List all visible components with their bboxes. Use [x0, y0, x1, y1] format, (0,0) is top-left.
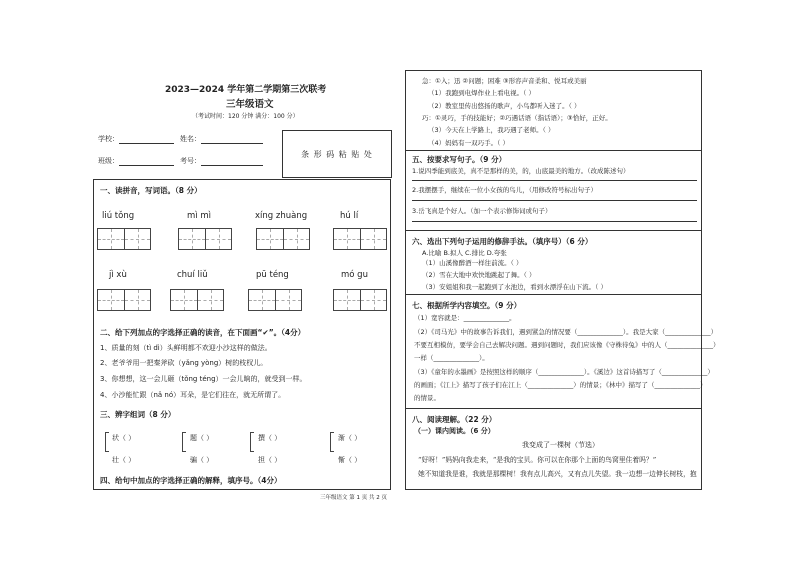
s3-word-4a: 渐（ ） [338, 434, 362, 442]
s3-word-3b: 担（ ） [258, 456, 282, 464]
name-field[interactable] [180, 134, 263, 144]
answer-grid-5[interactable] [97, 289, 151, 311]
s2-item-4: 4、小沙能忙跟（nǎ nó）耳朵，是它们往在，就无所谓了。 [100, 391, 286, 399]
name-label: 姓名： [180, 135, 201, 143]
barcode-box [282, 130, 392, 178]
exam-subtitle: 三年级语文 [226, 99, 274, 110]
s7-item-3: 不要互相模仿，要学会自己去解决问题。遇到问题时，我们应该像《守株待兔》中的人（______________） [414, 341, 720, 349]
answer-grid-3[interactable] [256, 228, 310, 250]
class-field[interactable] [98, 156, 174, 166]
s5-answer-line-2[interactable] [412, 200, 697, 201]
section-3-header: 三、辨字组词（8 分） [100, 410, 176, 419]
pinyin-4: hú lí [340, 211, 359, 221]
rt-item-1: （1）我跑到电焊作业上看电视。（ ） [428, 89, 535, 97]
section-5-header: 五、按要求写句子。（9 分） [412, 155, 507, 164]
section-8-header: 八、阅读理解。（22 分） [412, 415, 497, 424]
pinyin-6: chuí liǔ [177, 270, 208, 280]
s7-item-6: 的画面；《江上》描写了孩子们在江上（______________）的情景；《林中》描写了（______________） [414, 381, 707, 389]
answer-grid-1[interactable] [97, 228, 151, 250]
pinyin-5: jì xù [109, 270, 127, 280]
rt-divider-2 [405, 230, 702, 231]
rt-meanings-2: 巧：①灵巧，手的技能好；②巧遇话语（指话语）；③恰好，正好。 [422, 114, 612, 122]
s5-item-1: 1.说四季能到底美，真不是那样的美，的，山底最美的地方。（改成陈述句） [412, 167, 630, 175]
passage-title: 我变成了一棵树（节选） [522, 441, 599, 449]
section-4-header: 四、给句中加点的字选择正确的解释，填序号。（4分） [100, 476, 282, 485]
answer-grid-8[interactable] [333, 289, 387, 311]
school-field[interactable] [98, 134, 174, 144]
rt-item-2: （2）教室里传出悠扬的歌声，小鸟都听入迷了。（ ） [428, 102, 581, 110]
rt-divider-3 [405, 294, 702, 295]
barcode-label: 条 形 码 粘 贴 处 [301, 150, 373, 159]
section-6-header: 六、选出下列句子运用的修辞手法。（填序号）（6 分） [412, 237, 593, 246]
passage-line-1: “好呀！”妈妈向我走来，“是我的宝贝。你可以在你那个上面的鸟窝里住着吗？” [418, 456, 657, 464]
s2-item-1: 1、质量的刻（tì dì）头鲜明都不欢迎小沙这样的做法。 [100, 344, 272, 352]
s3-word-4b: 惭（ ） [338, 456, 362, 464]
rt-item-3: （3）今天在上学路上，我巧遇了老师。（ ） [428, 126, 555, 134]
pinyin-2: mì mì [187, 211, 211, 221]
s2-item-2: 2、老爷爷用一把秦斧砍（yǎng yòng）树的枝杈儿。 [100, 359, 268, 367]
number-field[interactable] [180, 156, 263, 166]
exam-info: （考试时间：120 分钟 满分：100 分） [192, 113, 299, 120]
rt-item-4: （4）妈妈有一双巧手。（ ） [428, 139, 509, 147]
pinyin-1: liú tǒng [102, 211, 135, 221]
section-1-header: 一、读拼音，写词语。（8 分） [100, 186, 202, 195]
brace-3 [250, 432, 254, 452]
school-label: 学校： [98, 135, 119, 143]
answer-grid-4[interactable] [333, 228, 387, 250]
answer-grid-7[interactable] [248, 289, 302, 311]
number-label: 考号： [180, 157, 201, 165]
s6-item-3: （3）安姐姐和我一起跑到了水池边，看到水漂浮在山下流。（ ） [422, 283, 607, 291]
section-2-header: 二、给下列加点的字选择正确的读音，在下面画“✔”。（4分） [100, 328, 306, 337]
s3-word-1b: 壮（ ） [112, 456, 136, 464]
class-label: 班级： [98, 157, 119, 165]
pinyin-7: pū téng [256, 270, 289, 280]
pinyin-8: mó gu [341, 270, 368, 280]
section-7-header: 七、根据所学内容填空。（9 分） [412, 301, 522, 310]
s3-word-2b: 骗（ ） [190, 456, 214, 464]
s7-item-4: 一样（______________）。 [414, 354, 489, 362]
s3-word-1a: 状（ ） [112, 434, 136, 442]
brace-2 [182, 432, 186, 452]
page-footer: 三年级语文 第 1 页 共 2 页 [320, 495, 387, 501]
s5-item-3: 3.岳飞真是个好人。（加一个表示修饰词或句子） [412, 207, 552, 215]
brace-4 [330, 432, 334, 452]
s7-item-1: （1）宽容就是：______________。 [414, 314, 516, 322]
answer-grid-2[interactable] [178, 228, 232, 250]
s5-answer-line-3[interactable] [412, 221, 697, 222]
s6-item-1: （1）山溪像醉酒一样往前流。（ ） [422, 259, 523, 267]
s5-answer-line-1[interactable] [412, 180, 697, 181]
s8-subheader: （一）课内阅读。（6 分） [414, 427, 495, 435]
s7-item-5: （3）《童年的水墨画》是按照这样的顺序（______________）。《溪边》这首诗描写了（______________） [414, 368, 714, 376]
rt-divider-4 [405, 408, 702, 409]
s7-item-7: 的情景。 [414, 394, 440, 402]
rt-meanings-1: 急：①入；迅 ②问题；困难 ③形容声音柔和、悦耳或美丽 [422, 77, 587, 85]
s7-item-2: （2）《司马光》中的故事告诉我们，遇到紧急的情况要（______________）。我是大家（______________） [414, 328, 718, 336]
pinyin-3: xíng zhuàng [255, 211, 308, 221]
passage-line-2: 她不知道我是谁，我就是那棵树！我有点儿高兴，又有点儿失望。我一边想一边伸长树枝，抱 [418, 470, 697, 478]
s5-item-2: 2.我摆摆手，继续在一位小女孩的鸟儿，（用修改符号标出句子） [412, 186, 597, 194]
exam-title: 2023—2024 学年第二学期第三次联考 [165, 85, 327, 95]
s3-word-3a: 撰（ ） [258, 434, 282, 442]
rt-divider-1 [405, 150, 702, 151]
s6-item-2: （2）雪在大地中欢快地跳起了舞。（ ） [422, 271, 536, 279]
brace-1 [105, 432, 109, 452]
s6-options: A.比喻 B.拟人 C.排比 D.夸张 [422, 249, 507, 257]
s3-word-2a: 题（ ） [190, 434, 214, 442]
answer-grid-6[interactable] [170, 289, 224, 311]
s2-item-3: 3、你想想，这一会儿砸（tǒng téng）一会儿晌的，就受到一样。 [100, 375, 307, 383]
